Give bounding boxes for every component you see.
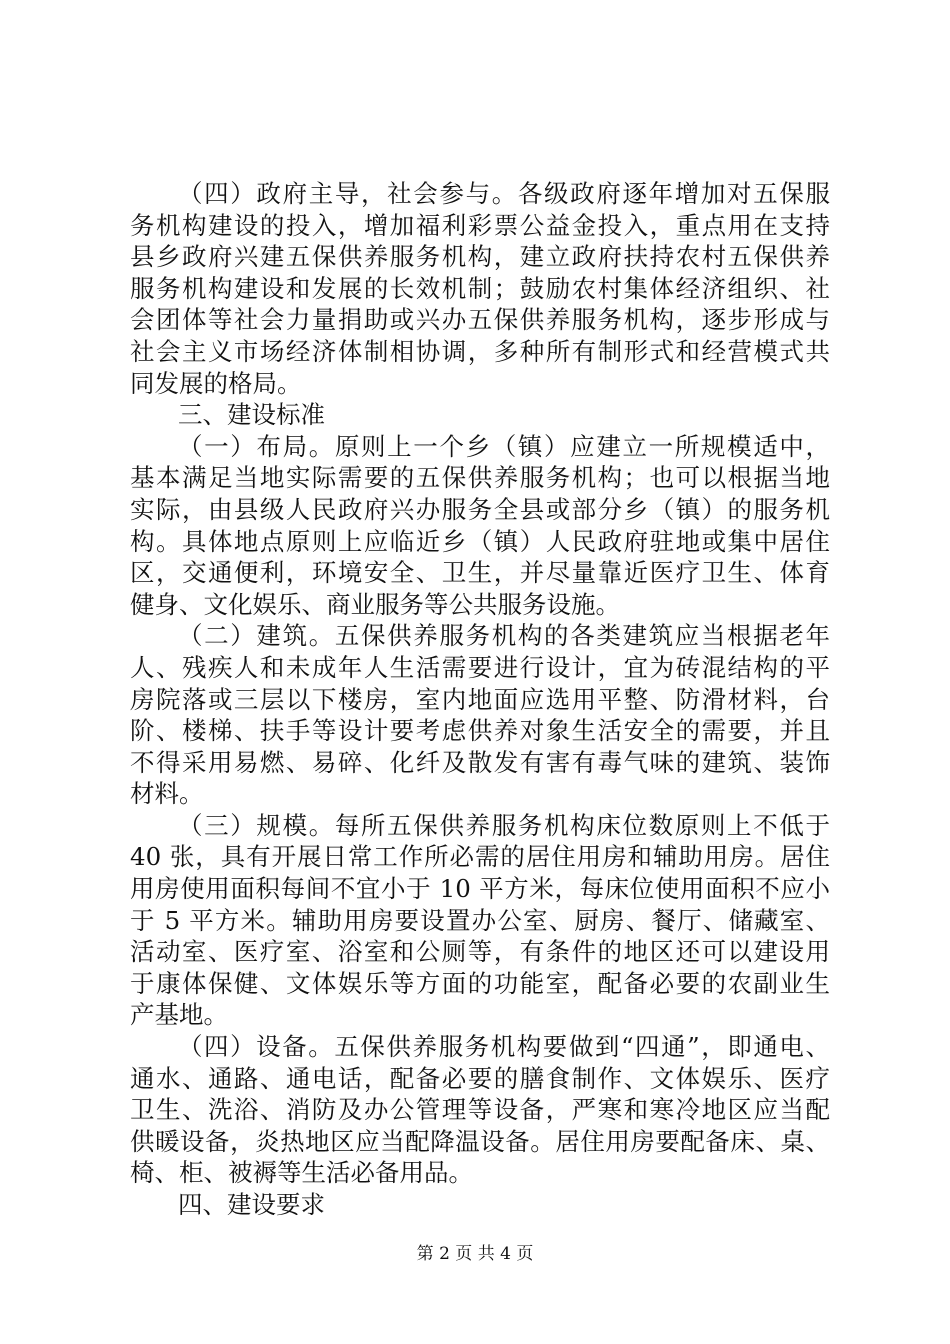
paragraph-line: 阶、楼梯、扶手等设计要考虑供养对象生活安全的需要，并且 <box>130 716 830 746</box>
paragraph-line: 供暖设备，炎热地区应当配降温设备。居住用房要配备床、桌、 <box>130 1126 830 1156</box>
paragraph-line: 服务机构建设和发展的长效机制；鼓励农村集体经济组织、社 <box>130 273 830 303</box>
paragraph-line: 卫生、洗浴、消防及办公管理等设备，严寒和寒冷地区应当配 <box>130 1095 830 1125</box>
paragraph-line: 会团体等社会力量捐助或兴办五保供养服务机构，逐步形成与 <box>130 305 830 335</box>
document-body <box>130 178 830 1221</box>
paragraph-line: 于康体保健、文体娱乐等方面的功能室，配备必要的农副业生 <box>130 968 830 998</box>
paragraph-line: 房院落或三层以下楼房，室内地面应选用平整、防滑材料，台 <box>130 684 830 714</box>
paragraph-line: （四）设备。五保供养服务机构要做到“四通”，即通电、 <box>178 1032 830 1062</box>
paragraph-line: 材料。 <box>130 779 204 809</box>
paragraph-line: 同发展的格局。 <box>130 368 302 398</box>
page-footer: 第 2 页 共 4 页 <box>416 1244 534 1264</box>
paragraph-line: 不得采用易燃、易碎、化纤及散发有害有毒气味的建筑、装饰 <box>130 747 830 777</box>
paragraph-line: 基本满足当地实际需要的五保供养服务机构；也可以根据当地 <box>130 463 830 493</box>
paragraph-line: 健身、文化娱乐、商业服务等公共服务设施。 <box>130 589 620 619</box>
paragraph-line: （三）规模。每所五保供养服务机构床位数原则上不低于 <box>178 810 830 840</box>
paragraph-line: 务机构建设的投入，增加福利彩票公益金投入，重点用在支持 <box>130 210 830 240</box>
paragraph-line: 区，交通便利，环境安全、卫生，并尽量靠近医疗卫生、体育 <box>130 558 830 588</box>
paragraph-line: 椅、柜、被褥等生活必备用品。 <box>130 1158 473 1188</box>
paragraph-line: 通水、通路、通电话，配备必要的膳食制作、文体娱乐、医疗 <box>130 1063 830 1093</box>
paragraph-line: （二）建筑。五保供养服务机构的各类建筑应当根据老年 <box>178 621 830 651</box>
paragraph-line: 40 张，具有开展日常工作所必需的居住用房和辅助用房。居住 <box>130 842 830 872</box>
section-heading: 四、建设要求 <box>178 1190 325 1219</box>
paragraph-line: （四）政府主导，社会参与。各级政府逐年增加对五保服 <box>178 179 830 208</box>
paragraph-line: 社会主义市场经济体制相协调，多种所有制形式和经营模式共 <box>130 336 830 366</box>
paragraph-line: （一）布局。原则上一个乡（镇）应建立一所规模适中， <box>178 431 830 461</box>
paragraph-line: 用房使用面积每间不宜小于 10 平方米，每床位使用面积不应小 <box>130 874 830 904</box>
paragraph-line: 实际，由县级人民政府兴办服务全县或部分乡（镇）的服务机 <box>130 494 830 524</box>
paragraph-line: 县乡政府兴建五保供养服务机构，建立政府扶持农村五保供养 <box>130 242 830 272</box>
paragraph-line: 人、残疾人和未成年人生活需要进行设计，宜为砖混结构的平 <box>130 652 830 682</box>
paragraph-line: 构。具体地点原则上应临近乡（镇）人民政府驻地或集中居住 <box>130 526 830 556</box>
paragraph-line: 产基地。 <box>130 1000 228 1030</box>
paragraph-line: 于 5 平方米。辅助用房要设置办公室、厨房、餐厅、储藏室、 <box>130 905 830 935</box>
section-heading: 三、建设标准 <box>178 400 325 430</box>
paragraph-line: 活动室、医疗室、浴室和公厕等，有条件的地区还可以建设用 <box>130 937 830 967</box>
